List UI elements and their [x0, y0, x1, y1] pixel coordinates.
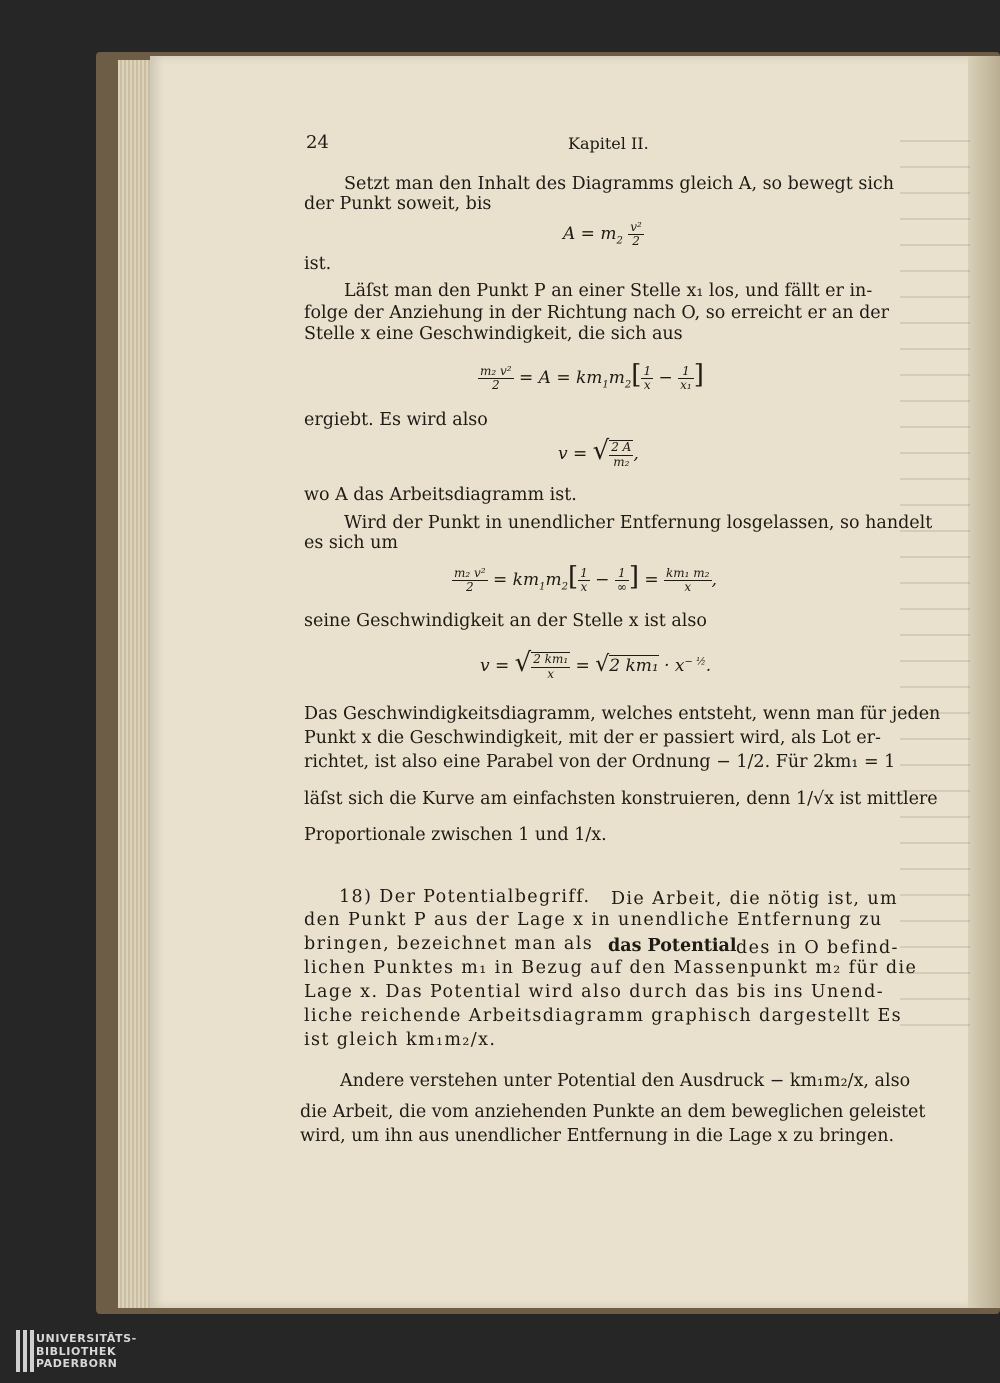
library-name-line: UNIVERSITÄTS-	[36, 1332, 137, 1345]
text-line: lichen Punktes m₁ in Bezug auf den Massenpunkt m₂ für die	[304, 958, 918, 978]
text-line: Läſst man den Punkt P an einer Stelle x₁ los, und fällt er in-	[344, 281, 873, 301]
text-line: Wird der Punkt in unendlicher Entfernung losgelassen, so handelt	[344, 513, 933, 533]
equation: v = √ $\frac{2 A}{\text{m₂}}$ ,	[558, 436, 639, 469]
equation: v = √ $\frac{\text{2 km₁}}{x}$ = √2 $km_1 \cdot x^{- \frac{1}{2}}$.	[480, 648, 712, 681]
text-line: bringen, bezeichnet man als	[304, 934, 594, 954]
library-name	[36, 1333, 137, 1371]
equation: $\frac{\text{m₂ v²}}{2}$ = $km_1m_2$[ $\frac{1}{x}$ − $\frac{1}{\infty}$ ] = $\frac{\text{km₁ m₂}}{x}$ ,	[454, 562, 717, 594]
text-line: Setzt man den Inhalt des Diagramms gleich A, so bewegt sich	[344, 174, 894, 194]
text-line: die Arbeit, die vom anziehenden Punkte an dem beweglichen geleistet	[300, 1102, 926, 1122]
page-number: 24	[306, 132, 329, 153]
bleed-through	[900, 140, 970, 1040]
text-line: Lage x. Das Potential wird also durch das bis ins Unend-	[304, 982, 885, 1002]
text-line: der Punkt soweit, bis	[304, 194, 492, 214]
equation: $\frac{\text{m₂ v²}}{2}$ = $A = km_1m_2$[ $\frac{1}{x}$ − $\frac{1}{\text{x₁}}$ ]	[480, 360, 704, 392]
equation: $A = m_2$ $\frac{\text{v²}}{2}$	[563, 220, 642, 249]
text-line: Proportionale zwischen 1 und 1/x.	[304, 825, 607, 845]
text-line: den Punkt P aus der Lage x in unendliche Entfernung zu	[304, 910, 883, 930]
text-line: seine Geschwindigkeit an der Stelle x ist also	[304, 611, 707, 631]
text-line: ist gleich km₁m₂/x.	[304, 1030, 497, 1050]
running-head: Kapitel II.	[568, 134, 649, 153]
library-name-line: PADERBORN	[36, 1357, 118, 1370]
text-line: richtet, ist also eine Parabel von der Ordnung − 1/2. Für 2km₁ = 1	[304, 752, 896, 772]
text-line: liche reichende Arbeitsdiagramm graphisch dargestellt Es	[304, 1006, 903, 1026]
text-line: ist.	[304, 254, 332, 274]
library-name-line: BIBLIOTHEK	[36, 1344, 117, 1358]
text-line: folge der Anziehung in der Richtung nach O, so erreicht er an der	[304, 303, 890, 323]
text-line: ergiebt. Es wird also	[304, 410, 488, 430]
text-line: Punkt x die Geschwindigkeit, mit der er passiert wird, als Lot er-	[304, 728, 881, 748]
text-line: es sich um	[304, 533, 398, 553]
text-line: Andere verstehen unter Potential den Ausdruck − km₁m₂/x, also	[340, 1071, 911, 1091]
page-gutter	[968, 56, 1000, 1308]
text-line: wo A das Arbeitsdiagramm ist.	[304, 485, 577, 505]
text-line: Die Arbeit, die nötig ist, um	[611, 889, 898, 909]
text-line: läſst sich die Kurve am einfachsten konstruieren, denn 1/√x ist mittlere	[304, 789, 938, 809]
text-line: Stelle x eine Geschwindigkeit, die sich aus	[304, 324, 683, 344]
text-line: des in O befind-	[736, 938, 899, 958]
emphasis-term: das Potential	[608, 936, 737, 956]
section-heading: 18) Der Potentialbegriff.	[339, 887, 591, 907]
text-line: wird, um ihn aus unendlicher Entfernung in die Lage x zu bringen.	[300, 1126, 895, 1146]
text-line: Das Geschwindigkeitsdiagramm, welches entsteht, wenn man für jeden	[304, 704, 941, 724]
